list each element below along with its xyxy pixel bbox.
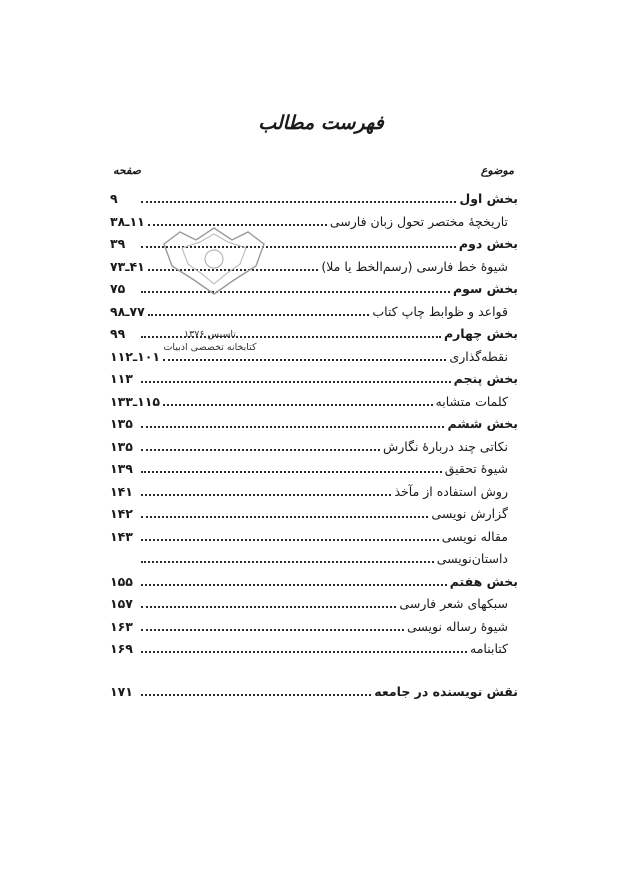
- toc-row-label: داستان‌نویسی: [436, 551, 508, 566]
- dot-leader: [141, 493, 391, 496]
- toc-row-page: ۷۷ـ۹۸: [110, 303, 145, 319]
- toc-row-label: سبکهای شعر فارسی: [399, 596, 508, 611]
- toc-row: [110, 366, 518, 388]
- stamp-line-1: تاسیس ۱۳۷۶: [184, 329, 236, 340]
- toc-row: [110, 679, 518, 701]
- toc-row-label: تاریخچهٔ مختصر تحول زبان فارسی: [329, 213, 508, 229]
- toc-row-page: ۱۶۹: [110, 641, 133, 656]
- toc-row-label: بخش دوم: [458, 236, 518, 251]
- dot-leader: [141, 470, 442, 473]
- toc-row: [110, 591, 518, 613]
- toc-row-page: ۱۴۳: [110, 528, 133, 544]
- toc-row-page: ۱۵۷: [110, 596, 133, 611]
- toc-row-page: ۱۶۳: [110, 618, 133, 634]
- toc-row-page: ۱۱۵ـ۱۳۳: [110, 393, 161, 409]
- toc-row-page: ۱۵۵: [110, 573, 133, 589]
- toc-row: [110, 636, 518, 658]
- toc-row-page: ۱۴۲: [110, 506, 133, 521]
- toc-row: [110, 479, 518, 501]
- toc-row: [110, 614, 518, 636]
- toc-row: [110, 501, 518, 523]
- toc-row-label: کلمات متشابه: [435, 393, 508, 409]
- dot-leader: [141, 380, 451, 383]
- toc-row-page: ۹۹: [110, 326, 126, 341]
- toc-row-page: ۱۷۱: [110, 683, 133, 699]
- toc-row-page: ۱۳۹: [110, 461, 133, 476]
- toc-row-label: بخش چهارم: [443, 326, 518, 341]
- dot-leader: [141, 560, 434, 563]
- page-column-header: صفحه: [113, 164, 141, 177]
- dot-leader: [141, 605, 396, 608]
- toc-row-label: شیوهٔ تحقیق: [444, 461, 508, 476]
- toc-row-label: شیوهٔ خط فارسی (رسم‌الخط یا ملا): [321, 258, 508, 274]
- dot-leader: [141, 448, 380, 451]
- dot-leader: [141, 515, 428, 518]
- toc-row: [110, 389, 518, 411]
- toc-row-page: ۱۰۱ـ۱۱۲: [110, 348, 161, 364]
- dot-leader: [163, 358, 446, 361]
- toc-row-page: ۱۱۳: [110, 371, 133, 386]
- toc-row-label: شیوهٔ رساله نویسی: [406, 618, 508, 634]
- toc-row-label: روش استفاده از مآخذ: [394, 483, 508, 499]
- page-title: فهرست مطالب: [258, 112, 384, 134]
- dot-leader: [141, 200, 456, 203]
- toc-row-label: بخش اول: [459, 191, 518, 206]
- toc-row-label: بخش پنجم: [453, 371, 518, 386]
- topic-column-header: موضوع: [480, 164, 514, 177]
- toc-row-label: قواعد و ظوابط چاپ کتاب: [372, 303, 508, 319]
- toc-row: [110, 434, 518, 456]
- dot-leader: [141, 425, 444, 428]
- toc-row-label: کتابنامه: [470, 641, 508, 656]
- toc-row-page: ۱۳۵: [110, 438, 133, 454]
- toc-row-page: ۱۴۱: [110, 483, 133, 499]
- stamp-text: [150, 328, 270, 354]
- toc-row-label: نقش نویسنده در جامعه: [374, 683, 518, 699]
- dot-leader: [141, 650, 467, 653]
- toc-row-page: ۱۳۵: [110, 416, 133, 431]
- dot-leader: [148, 313, 370, 316]
- toc-row-page: ۷۵: [110, 281, 126, 296]
- toc-row-label: بخش ششم: [447, 416, 518, 431]
- dot-leader: [141, 583, 447, 586]
- toc-row: [110, 186, 518, 208]
- toc-row: [110, 299, 518, 321]
- toc-row-page: ۹: [110, 191, 118, 206]
- toc-row-page: ۴۱ـ۷۳: [110, 258, 145, 274]
- library-stamp-icon: [160, 226, 268, 296]
- toc-row-page: ۳۹: [110, 236, 126, 251]
- toc-row: [110, 569, 518, 591]
- toc-row-label: گزارش نویسی: [431, 506, 508, 521]
- toc-row-label: نکاتی چند دربارهٔ نگارش: [382, 438, 508, 454]
- dot-leader: [141, 538, 439, 541]
- toc-row: [110, 524, 518, 546]
- toc-row-label: بخش سوم: [452, 281, 518, 296]
- toc-row-label: نقطه‌گذاری: [449, 348, 508, 364]
- toc-row-label: بخش هفتم: [449, 573, 518, 589]
- dot-leader: [141, 628, 404, 631]
- toc-row: [110, 456, 518, 478]
- toc-row: [110, 411, 518, 433]
- dot-leader: [141, 693, 371, 696]
- toc-row-page: ۱۱ـ۳۸: [110, 213, 145, 229]
- dot-leader: [163, 403, 432, 406]
- toc-row-label: مقاله نویسی: [441, 528, 508, 544]
- toc-row: [110, 546, 518, 568]
- stamp-line-2: کتابخانه تخصصی ادبیات: [163, 342, 257, 353]
